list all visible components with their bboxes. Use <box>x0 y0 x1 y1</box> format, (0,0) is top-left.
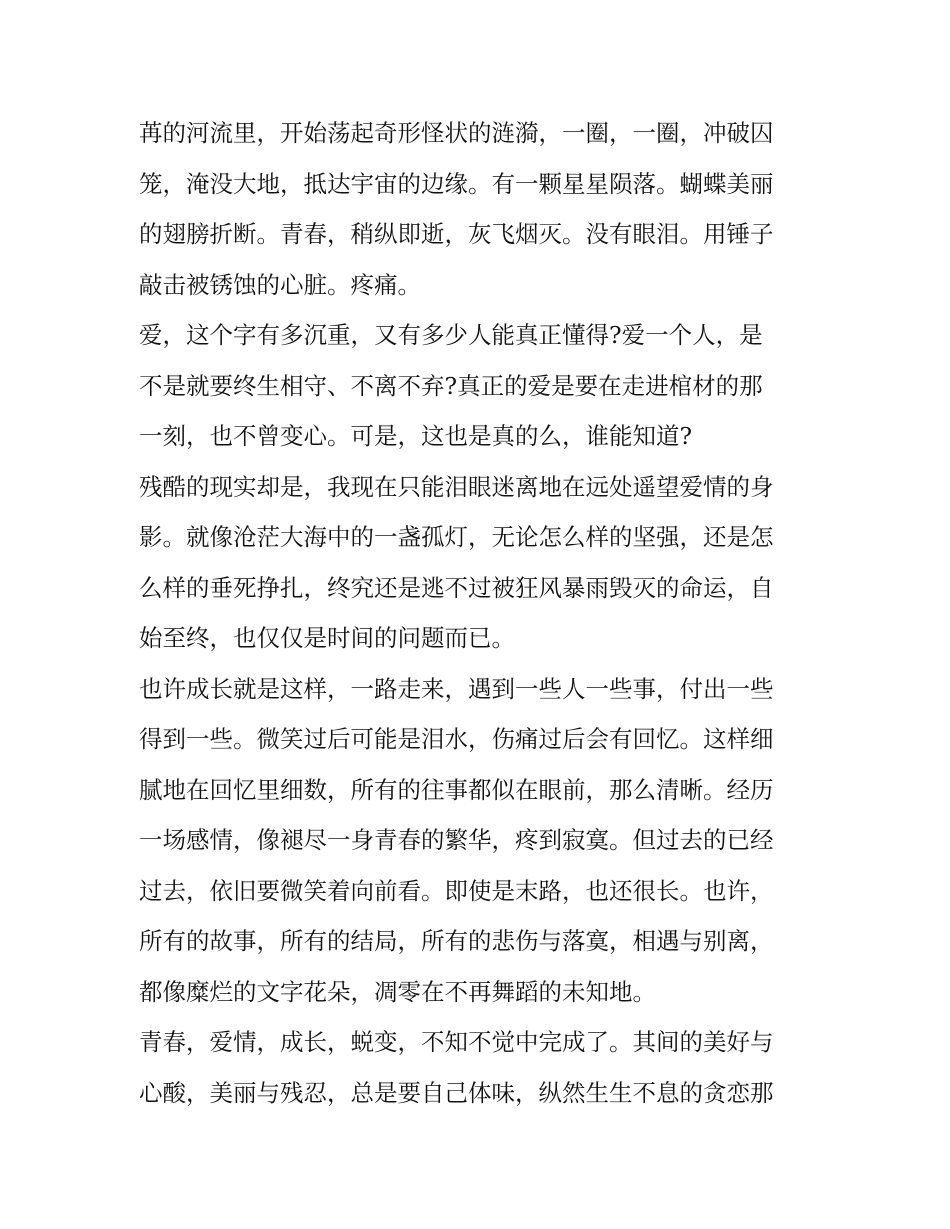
text-line: 过去，依旧要微笑着向前看。即使是末路，也还很长。也许， <box>139 876 774 905</box>
text-line: 的翅膀折断。青春，稍纵即逝，灰飞烟灭。没有眼泪。用锤子 <box>139 220 774 248</box>
paragraph-1 <box>139 108 819 310</box>
text-line: 都像糜烂的文字花朵，凋零在不再舞蹈的未知地。 <box>139 977 656 1006</box>
text-line: 所有的故事，所有的结局，所有的悲伤与落寞，相遇与别离， <box>139 927 774 955</box>
text-line: 腻地在回忆里细数，所有的往事都似在眼前，那么清晰。经历 <box>139 775 774 804</box>
text-line: 得到一些。微笑过后可能是泪水，伤痛过后会有回忆。这样细 <box>139 725 774 753</box>
text-line: 不是就要终生相守、不离不弃?真正的爱是要在走进棺材的那 <box>139 371 763 400</box>
text-line: 也许成长就是这样，一路走来，遇到一些人一些事，付出一些 <box>139 674 774 703</box>
text-line: 么样的垂死挣扎，终究还是逃不过被狂风暴雨毁灭的命运，自 <box>139 573 774 602</box>
text-line: 始至终，也仅仅是时间的问题而已。 <box>139 624 515 652</box>
text-line: 影。就像沧茫大海中的一盏孤灯，无论怎么样的坚强，还是怎 <box>139 523 774 551</box>
text-line: 一刻，也不曾变心。可是，这也是真的么，谁能知道? <box>139 422 693 450</box>
text-line: 残酷的现实却是，我现在只能泪眼迷离地在远处遥望爱情的身 <box>139 472 774 501</box>
document-body <box>139 108 819 1118</box>
paragraph-5 <box>139 1017 819 1118</box>
text-line: 苒的河流里，开始荡起奇形怪状的涟漪，一圈，一圈，冲破囚 <box>139 119 774 147</box>
paragraph-2 <box>139 310 819 462</box>
text-line: 爱，这个字有多沉重，又有多少人能真正懂得?爱一个人，是 <box>139 321 763 349</box>
paragraph-4 <box>139 664 819 1018</box>
text-line: 一场感情，像褪尽一身青春的繁华，疼到寂寞。但过去的已经 <box>139 826 774 854</box>
paragraph-3 <box>139 462 819 664</box>
text-line: 笼，淹没大地，抵达宇宙的边缘。有一颗星星陨落。蝴蝶美丽 <box>139 169 774 198</box>
text-line: 敲击被锈蚀的心脏。疼痛。 <box>139 270 421 299</box>
text-line: 青春，爱情，成长，蜕变，不知不觉中完成了。其间的美好与 <box>139 1028 774 1056</box>
text-line: 心酸，美丽与残忍，总是要自己体味，纵然生生不息的贪恋那 <box>139 1078 774 1107</box>
